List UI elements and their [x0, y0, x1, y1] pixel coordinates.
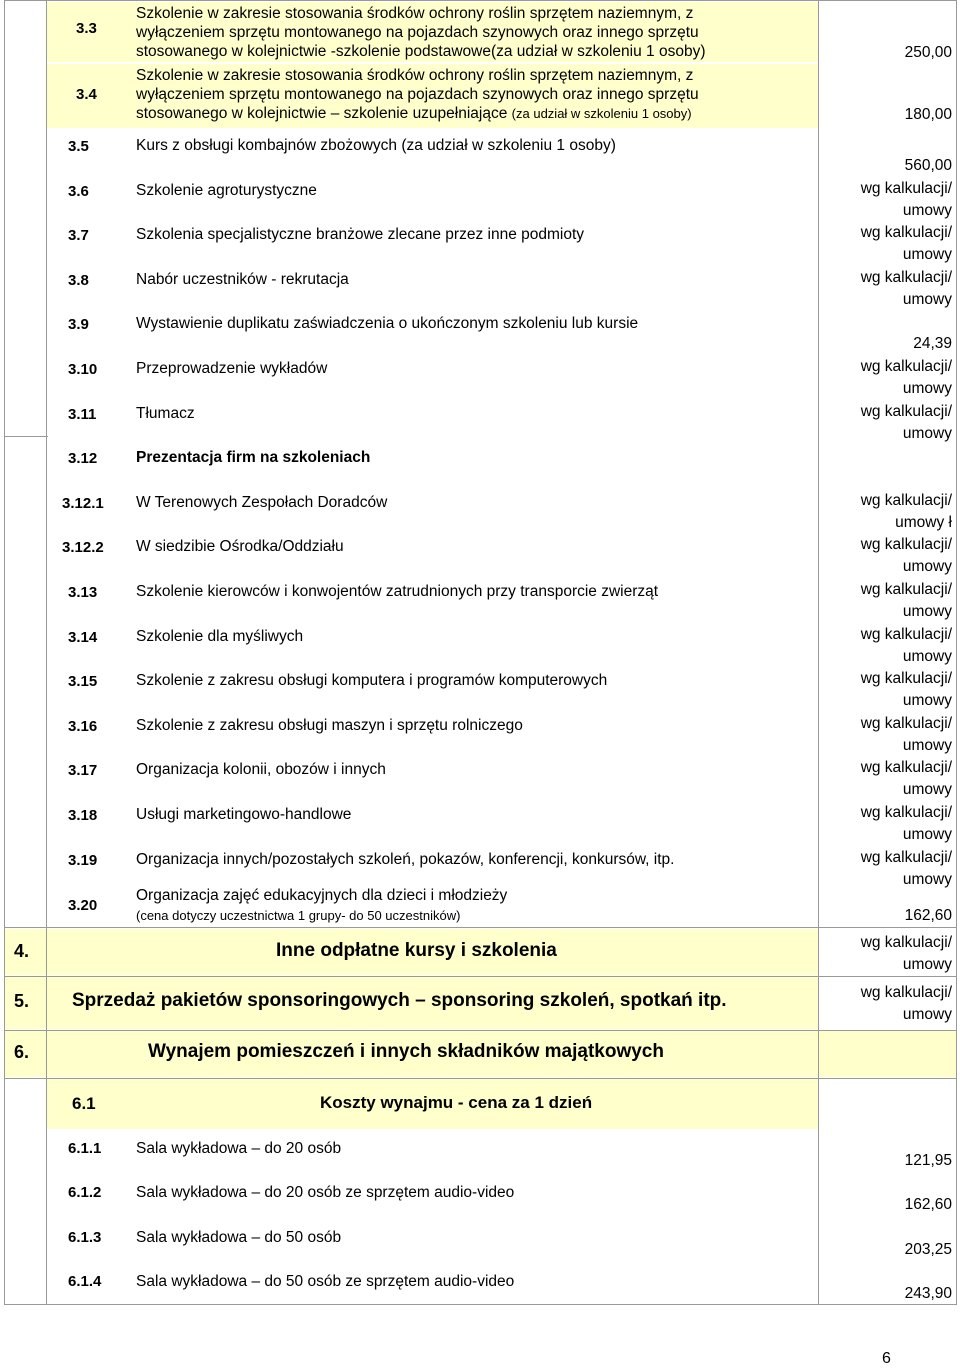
row-price: wg kalkulacji/: [860, 491, 952, 509]
row-price: umowy: [902, 246, 952, 264]
section-number: 6.1: [72, 1094, 96, 1113]
row-number: 6.1.1: [68, 1140, 102, 1157]
row-price: umowy: [902, 424, 952, 442]
row-number: 3.13: [68, 584, 98, 601]
row-description: Nabór uczestników - rekrutacja: [136, 270, 349, 288]
row-price: wg kalkulacji/: [860, 581, 952, 598]
row-price: wg kalkulacji/: [860, 625, 952, 643]
row-description-line: Szkolenie w zakresie stosowania środków ochrony roślin sprzętem naziemnym, z: [136, 67, 694, 84]
row-price: umowy: [902, 201, 952, 219]
row-number: 3.11: [68, 405, 97, 423]
row-price: wg kalkulacji/: [860, 179, 952, 197]
row-number: 3.17: [68, 762, 98, 780]
row-description-line: Organizacja zajęć edukacyjnych dla dzieci i młodzieży: [136, 887, 508, 904]
row-price: umowy: [902, 826, 952, 843]
row-price: umowy: [902, 870, 952, 888]
row-price: 24,39: [913, 335, 952, 353]
row-number: 6.1.3: [68, 1228, 102, 1246]
row-description: Szkolenia specjalistyczne branżowe zlecane przez inne podmioty: [136, 226, 585, 244]
row-description: Przeprowadzenie wykładów: [136, 360, 328, 377]
row-price: umowy: [902, 290, 952, 308]
row-price: 203,25: [904, 1240, 952, 1258]
table-divider: [4, 976, 957, 977]
row-description: Prezentacja firm na szkoleniach: [136, 449, 371, 467]
row-price: wg kalkulacji/: [860, 714, 952, 732]
row-price: 162,60: [904, 1196, 952, 1214]
row-description-text: stosowanego w kolejnictwie – szkolenie uzupełniające: [136, 105, 508, 122]
section-title: Koszty wynajmu - cena za 1 dzień: [320, 1093, 593, 1112]
row-number: 3.12.1: [62, 494, 104, 512]
row-price: wg kalkulacji/: [860, 402, 952, 420]
row-description-note: (cena dotyczy uczestnictwa 1 grupy- do 50 uczestników): [136, 908, 461, 923]
table-divider: [4, 436, 48, 437]
row-number: 3.19: [68, 851, 98, 869]
row-price: wg kalkulacji/: [860, 984, 952, 1001]
page-number: 6: [882, 1350, 891, 1367]
row-price: wg kalkulacji/: [860, 848, 952, 866]
row-description: Szkolenie kierowców i konwojentów zatrudnionych przy transporcie zwierząt: [136, 583, 659, 600]
row-number: 3.7: [68, 227, 89, 245]
row-number: 3.8: [68, 271, 89, 289]
row-price: umowy: [902, 558, 952, 576]
row-description: Szkolenie agroturystyczne: [136, 181, 317, 199]
row-description: Tłumacz: [136, 404, 195, 422]
row-description: Kurs z obsługi kombajnów zbożowych (za udział w szkoleniu 1 osoby): [136, 137, 616, 154]
row-price: umowy: [902, 956, 952, 973]
row-price: 162,60: [904, 907, 952, 924]
table-border-num: [46, 0, 47, 1304]
row-description-line: stosowanego w kolejnictwie -szkolenie podstawowe(za udział w szkoleniu 1 osoby): [136, 43, 706, 60]
table-border-right: [956, 0, 957, 1304]
row-price: 250,00: [904, 44, 952, 61]
row-description-line: Szkolenie w zakresie stosowania środków ochrony roślin sprzętem naziemnym, z: [136, 5, 694, 22]
section-number: 5.: [14, 991, 30, 1011]
row-number: 3.12: [68, 450, 98, 468]
row-number: 3.16: [68, 717, 98, 735]
row-price: 180,00: [904, 106, 952, 123]
row-price: umowy: [902, 647, 952, 665]
row-number: 3.6: [68, 182, 89, 200]
row-number: 6.1.2: [68, 1184, 102, 1202]
table-divider: [4, 1078, 957, 1079]
row-description-note: (za udział w szkoleniu 1 osoby): [511, 106, 692, 121]
row-number: 3.9: [68, 316, 89, 334]
row-price: umowy: [902, 1006, 952, 1023]
row-description: W Terenowych Zespołach Doradców: [136, 493, 388, 511]
table-border-left: [4, 0, 5, 1304]
row-description: Szkolenie z zakresu obsługi maszyn i sprzętu rolniczego: [136, 716, 523, 734]
row-price: 243,90: [904, 1284, 952, 1302]
row-description: Sala wykładowa – do 50 osób ze sprzętem audio-video: [136, 1272, 515, 1290]
row-description-line: wyłączeniem sprzętu montowanego na pojazdach szynowych oraz innego sprzętu: [136, 86, 699, 103]
table-divider: [4, 927, 957, 928]
row-price: wg kalkulacji/: [860, 934, 952, 951]
row-description: W siedzibie Ośrodka/Oddziału: [136, 538, 344, 556]
row-number: 6.1.4: [68, 1272, 102, 1290]
section-title: Inne odpłatne kursy i szkolenia: [276, 940, 557, 961]
table-border-top: [4, 0, 957, 1]
row-description: Sala wykładowa – do 20 osób: [136, 1140, 342, 1157]
row-price: umowy: [902, 603, 952, 620]
row-number: 3.20: [68, 897, 98, 914]
row-description: Sala wykładowa – do 20 osób ze sprzętem audio-video: [136, 1184, 515, 1202]
table-divider: [4, 1030, 957, 1031]
row-description-line: [136, 104, 692, 123]
row-number: 3.14: [68, 628, 98, 646]
row-price: wg kalkulacji/: [860, 670, 952, 688]
row-price: wg kalkulacji/: [860, 358, 952, 375]
row-price: umowy ł: [895, 513, 952, 531]
row-description: Sala wykładowa – do 50 osób: [136, 1228, 342, 1246]
row-number: 3.12.2: [62, 539, 104, 557]
section-title: Wynajem pomieszczeń i innych składników majątkowych: [148, 1041, 664, 1062]
row-description: Wystawienie duplikatu zaświadczenia o ukończonym szkoleniu lub kursie: [136, 315, 639, 333]
row-price: 560,00: [904, 157, 952, 174]
section-number: 4.: [14, 941, 30, 961]
row-number: 3.18: [68, 807, 98, 824]
row-number: 3.3: [76, 20, 97, 37]
row-price: wg kalkulacji/: [860, 536, 952, 554]
row-price: wg kalkulacji/: [860, 224, 952, 242]
section-number: 6.: [14, 1042, 30, 1062]
row-price: wg kalkulacji/: [860, 268, 952, 286]
row-price: umowy: [902, 692, 952, 710]
row-number: 3.15: [68, 673, 98, 691]
row-number: 3.4: [76, 86, 97, 103]
row-number: 3.5: [68, 138, 89, 155]
row-description: Szkolenie dla myśliwych: [136, 627, 304, 645]
row-price: 121,95: [904, 1152, 952, 1169]
row-description: Szkolenie z zakresu obsługi komputera i programów komputerowych: [136, 672, 608, 690]
section-title: Sprzedaż pakietów sponsoringowych – sponsoring szkoleń, spotkań itp.: [72, 990, 727, 1011]
row-price: wg kalkulacji/: [860, 759, 952, 777]
row-description: Organizacja innych/pozostałych szkoleń, pokazów, konferencji, konkursów, itp.: [136, 850, 675, 868]
row-price: umowy: [902, 781, 952, 799]
row-description-line: wyłączeniem sprzętu montowanego na pojazdach szynowych oraz innego sprzętu: [136, 24, 699, 41]
row-number: 3.10: [68, 361, 98, 378]
row-description: Organizacja kolonii, obozów i innych: [136, 761, 386, 779]
row-price: wg kalkulacji/: [860, 804, 952, 821]
row-price: umowy: [902, 736, 952, 754]
row-price: umowy: [902, 380, 952, 397]
row-description: Usługi marketingowo-handlowe: [136, 806, 352, 823]
